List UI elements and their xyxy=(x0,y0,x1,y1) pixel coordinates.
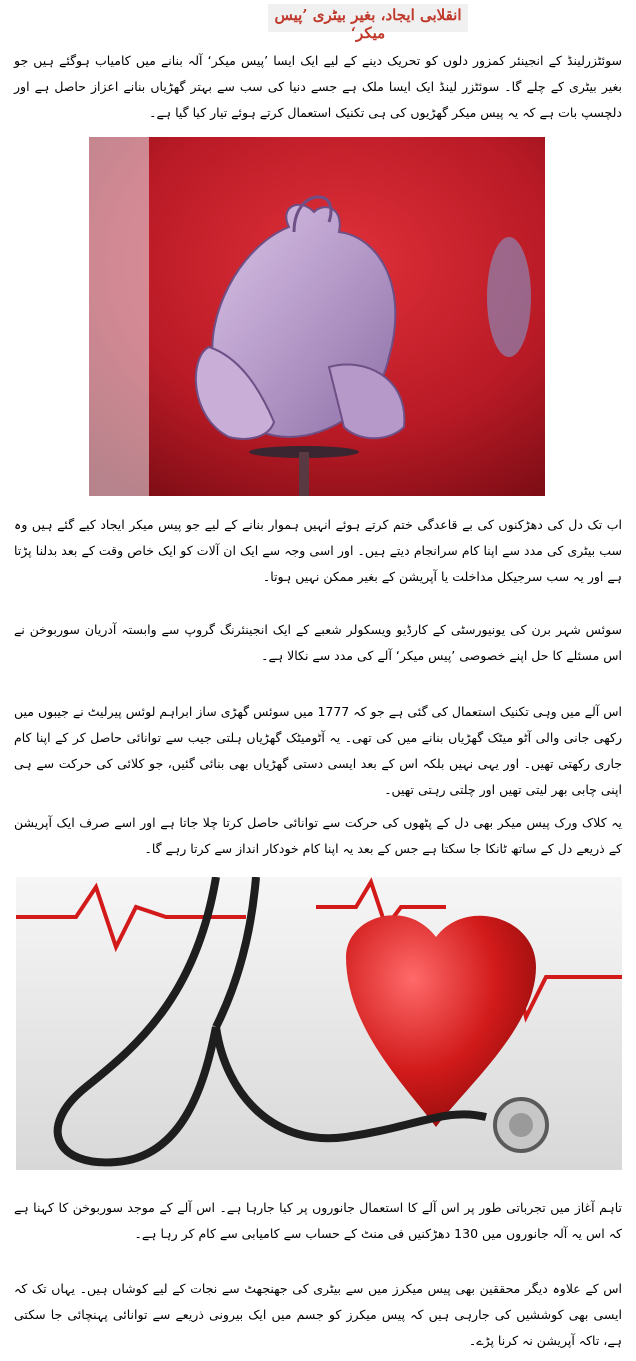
paragraph-1: سوئٹزرلینڈ کے انجینئر کمزور دلوں کو تحریک دینے کے لیے ایک ایسا ’پیس میکر‘ آلہ بنانے میں کامیاب ہوگئے ہیں جو بغیر بیٹری کے چلے گا۔ سوئٹزر لینڈ ایک ایسا ملک ہے جسے دنیا کی سب سے بہتر گھڑیاں بنانے اعزاز حاصل ہے اور دلچسپ بات ہے کہ یہ پیس میکر گھڑیوں کی ہی تکنیک استعمال کرتے ہوئے تیار کیا گیا ہے۔ xyxy=(14,53,622,120)
paragraph-6: تاہم آغاز میں تجرباتی طور پر اس آلے کا استعمال جانوروں پر کیا جارہا ہے۔ اس آلے کے موجد سوربوخن کا کہنا ہے کہ اس یہ آلہ جانوروں میں 130 دھڑکنیں فی منٹ کے حساب سے کامیابی سے کام کر رہا ہے۔ xyxy=(14,1200,622,1241)
paragraph-7: اس کے علاوہ دیگر محققین بھی پیس میکرز میں سے بیٹری کی جھنجھٹ سے نجات کے لیے کوشاں ہیں۔ یہاں تک کہ ایسی بھی کوششیں کی جارہی ہیں کہ پیس میکرز کو جسم میں ایک بیرونی ذریعے سے توانائی پہنچائی جا سکتی ہے، تاکہ آپریشن نہ کرنا پڑے۔ xyxy=(14,1281,622,1348)
heart-specimen-photo xyxy=(89,137,545,496)
paragraph-4: اس آلے میں وہی تکنیک استعمال کی گئی ہے جو کہ 1777 میں سوئس گھڑی ساز ابراہم لوئس پیرلیٹ نے جیبوں میں رکھی جانی والی آٹو میٹک گھڑیاں بنانے میں کی تھی۔ یہ آٹومیٹک گھڑیاں ہلتی جیب سے توانائی حاصل کر کے اپنا کام جاری رکھتی تھیں۔ اور یہی نہیں بلکہ اس کے بعد ایسی دستی گھڑیاں بھی بنائی گئیں، جو کلائی کی حرکت سے ہی اپنی چابی بھر لیتی تھیں اور چلتی رہتی تھیں۔ xyxy=(14,704,622,797)
paragraph-5: یہ کلاک ورک پیس میکر بھی دل کے پٹھوں کی حرکت سے توانائی حاصل کرتا چلا جاتا ہے اور اسے صرف ایک آپریشن کے ذریعے دل کے ساتھ ٹانکا جا سکتا ہے جس کے بعد یہ اپنا کام خودکار انداز سے کرتا رہے گا۔ xyxy=(14,815,622,856)
heart-stethoscope-photo xyxy=(16,877,622,1170)
article-title: انقلابی ایجاد، بغیر بیٹری ’پیس میکر‘ xyxy=(274,6,462,42)
paragraph-2: اب تک دل کی دھڑکنوں کی بے قاعدگی ختم کرتے ہوئے انہیں ہموار بنانے کے لیے جو پیس میکر ایجاد کیے گئے ہیں وہ سب بیٹری کی مدد سے اپنا کام سرانجام دیتے ہیں۔ اور اسی وجہ سے ایک ان آلات کو ایک خاص وقت کے بعد بدلنا پڑتا ہے اور یہ سب سرجیکل مداخلت یا آپریشن کے بغیر ممکن نہیں ہوتا۔ xyxy=(14,517,622,584)
paragraph-3: سوئس شہر برن کی یونیورسٹی کے کارڈیو ویسکولر شعبے کے ایک انجینئرنگ گروپ سے وابستہ آدریان سوربوخن نے اس مسئلے کا حل اپنے خصوصی ’پیس میکر‘ آلے کی مدد سے نکالا ہے۔ xyxy=(14,622,622,663)
